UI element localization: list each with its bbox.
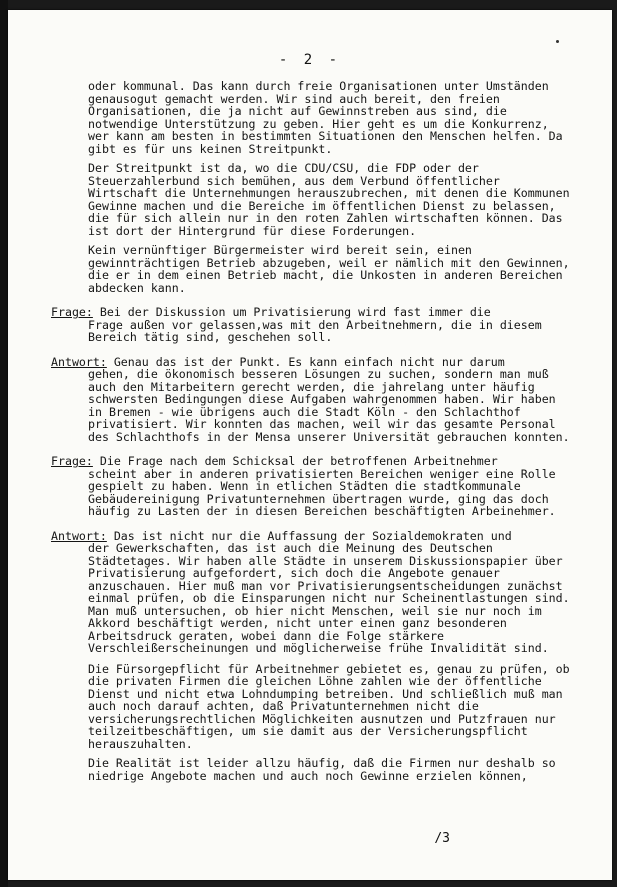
scan-border	[0, 0, 8, 887]
document-page	[8, 10, 612, 880]
answer-label: Antwort:	[51, 528, 107, 543]
answer-block	[8, 530, 612, 655]
document-body	[8, 80, 612, 789]
scan-speck	[556, 40, 559, 43]
answer-label: Antwort:	[51, 354, 107, 369]
question-label: Frage:	[51, 454, 93, 468]
paragraph: Der Streitpunkt ist da, wo die CDU/CSU, die FDP oder der Steuerzahlerbund sich bemühen, aus dem Verbund öffentlicher Wirtschaft die Unternehmungen herauszubrechen, mit denen die Kommunen Gewinne machen und die Bereiche im öffentlichen Dienst zu belassen, die für sich allein nur in den roten Zahlen wirtschaften können. Das ist dort der Hintergrund für diese Forderungen.	[88, 161, 570, 238]
qa-continuation: der Gewerkschaften, das ist auch die Meinung des Deutschen Städtetages. Wir haben alle Städte in unserem Diskussionspapier über Privatisierung aufgefordert, sich doch die Angebote genauer anzuschauen. Hier muß man vor Privatisierungsentscheidungen zunächst einmal prüfen, ob die Einsparungen nicht nur Scheinentlastungen sind. Man muß untersuchen, ob hier nicht Menschen, weil sie nur noch im Akkord beschäftigt werden, nicht unter einen ganz besonderen Arbeitsdruck geraten, wobei dann die Folge stärkere Verschleißerscheinungen und möglicherweise frühe Invalidität sind.	[88, 541, 570, 655]
qa-first-line	[51, 306, 570, 319]
answer-block	[8, 356, 612, 444]
qa-first-text: Die Frage nach dem Schicksal der betroffenen Arbeitnehmer	[99, 454, 498, 468]
question-label: Frage:	[51, 305, 93, 319]
question-block	[8, 306, 612, 344]
paragraph: Die Realität ist leider allzu häufig, daß die Firmen nur deshalb so niedrige Angebote machen und auch noch Gewinne erzielen können,	[88, 756, 556, 783]
qa-first-line	[51, 455, 570, 468]
qa-continuation: scheint aber in anderen privatisierten Bereichen weniger eine Rolle gespielt zu haben. Wenn in etlichen Städten die stadtkommunale Gebäudereinigung Privatunternehmen übertragen wurde, ging das doch häufig zu Lasten der in diesen Bereichen beschäftigten Arbeinehmer.	[88, 466, 556, 518]
qa-first-text: Das ist nicht nur die Auffassung der Sozialdemokraten und	[113, 528, 512, 543]
qa-continuation: Frage außen vor gelassen,was mit den Arbeitnehmern, die in diesem Bereich tätig sind, geschehen soll.	[88, 317, 542, 344]
paragraph: Kein vernünftiger Bürgermeister wird bereit sein, einen gewinnträchtigen Betrieb abzugeben, weil er nämlich mit den Gewinnen, die er in dem einen Betrieb macht, die Unkosten in anderen Bereichen abdecken kann.	[88, 243, 570, 295]
page-continuation-ref: /3	[434, 831, 450, 846]
question-block	[8, 455, 612, 518]
paragraph: Die Fürsorgepflicht für Arbeitnehmer gebietet es, genau zu prüfen, ob die privaten Firmen die gleichen Löhne zahlen wie der öffentliche Dienst und nicht etwa Lohndumping betreiben. Und schließlich muß man auch noch darauf achten, daß Privatunternehmen nicht die versicherungsrechtlichen Möglichkeiten ausnutzen und Putzfrauen nur teilzeitbeschäftigen, um sie damit aus der Versicherungspflicht herauszuhalten.	[88, 661, 570, 751]
paragraph: oder kommunal. Das kann durch freie Organisationen unter Umständen genausogut gemacht werden. Wir sind auch bereit, den freien Organisationen, die ja nicht auf Gewinnstreben aus sind, die notwendige Unterstützung zu geben. Hier geht es um die Konkurrenz, wer kann am besten in bestimmten Situationen den Menschen helfen. Da gibt es für uns keinen Streitpunkt.	[88, 79, 563, 156]
qa-first-text: Bei der Diskussion um Privatisierung wird fast immer die	[99, 305, 491, 319]
qa-first-text: Genau das ist der Punkt. Es kann einfach nicht nur darum	[113, 354, 505, 369]
qa-continuation: gehen, die ökonomisch besseren Lösungen zu suchen, sondern man muß auch den Mitarbeitern gerecht werden, die jahrelang unter häufig schwersten Bedingungen diese Aufgaben wahrgenommen haben. Wir haben in Bremen - wie übrigens auch die Stadt Köln - den Schlachthof privatisiert. Wir konnten das machen, weil wir das gesamte Personal des Schlachthofs in der Mensa unserer Universität gebrauchen konnten.	[88, 367, 570, 444]
page-number: - 2 -	[278, 52, 342, 68]
